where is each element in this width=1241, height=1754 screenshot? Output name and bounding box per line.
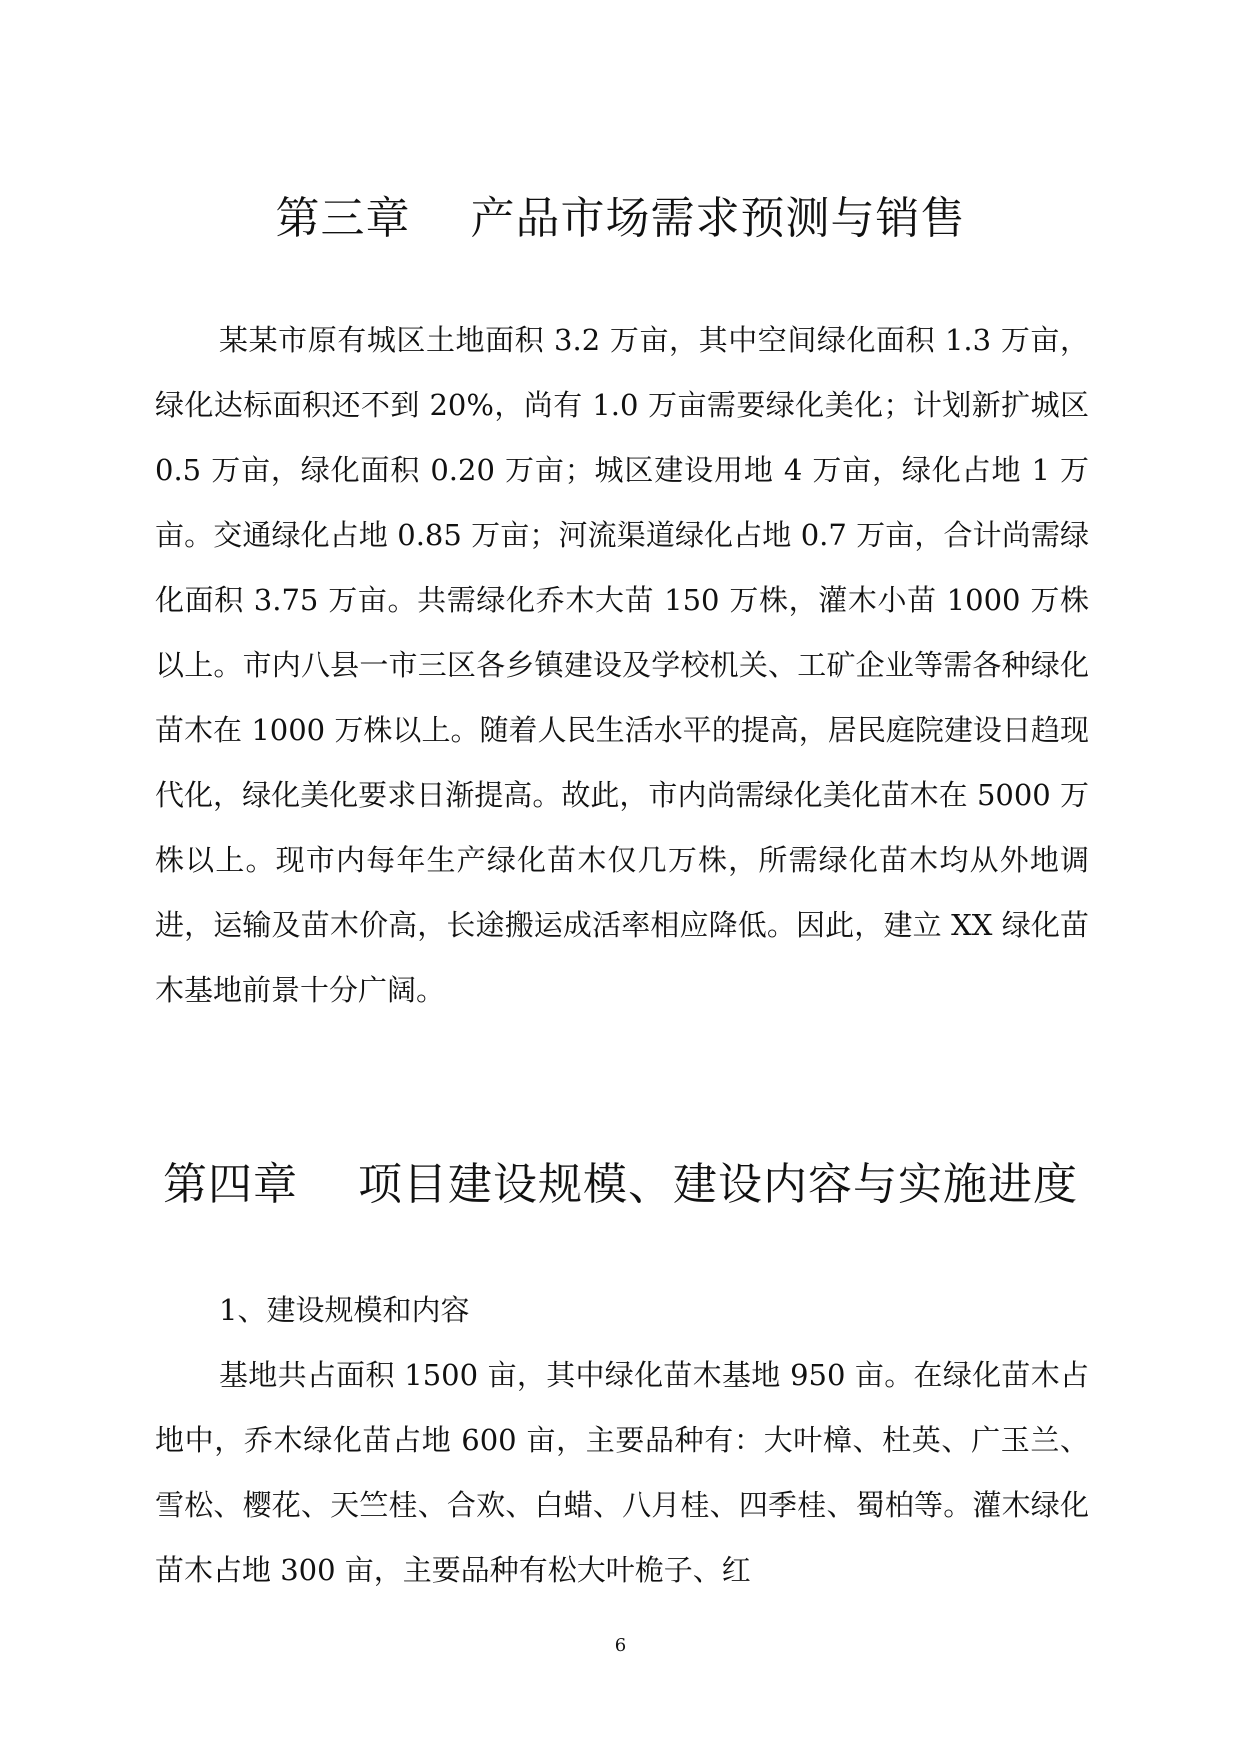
chapter-3-heading: 第三章 产品市场需求预测与销售 [275, 193, 966, 244]
chapter-3-paragraph: 某某市原有城区土地面积 3.2 万亩，其中空间绿化面积 1.3 万亩，绿化达标面积还不到 20%，尚有 1.0 万亩需要绿化美化；计划新扩城区 0.5 万亩，绿化面积 0.20 万亩；城区建设用地 4 万亩，绿化占地 1 万亩。交通绿化占地 0.85 万亩；河流渠道绿化占地 0.7 万亩，合计尚需绿化面积 3.75 万亩。共需绿化乔木大苗 150 万株，灌木小苗 1000 万株以上。市内八县一市三区各乡镇建设及学校机关、工矿企业等需各种绿化苗木在 1000 万株以上。随着人民生活水平的提高，居民庭院建设日趋现代化，绿化美化要求日渐提高。故此，市内尚需绿化美化苗木在 5000 万株以上。现市内每年生产绿化苗木仅几万株，所需绿化苗木均从外地调进，运输及苗木价高，长途搬运成活率相应降低。因此，建立 XX 绿化苗木基地前景十分广阔。 [155, 323, 1089, 1007]
page-number: 6 [614, 1635, 627, 1656]
section-1-subheading: 1、建设规模和内容 [219, 1293, 470, 1327]
chapter-4-heading: 第四章 项目建设规模、建设内容与实施进度 [163, 1159, 1078, 1210]
chapter-4-paragraph: 基地共占面积 1500 亩，其中绿化苗木基地 950 亩。在绿化苗木占地中，乔木绿化苗占地 600 亩，主要品种有：大叶樟、杜英、广玉兰、雪松、樱花、天竺桂、合欢、白蜡、八月桂、四季桂、蜀柏等。灌木绿化苗木占地 300 亩，主要品种有松大叶桅子、红 [155, 1358, 1089, 1587]
